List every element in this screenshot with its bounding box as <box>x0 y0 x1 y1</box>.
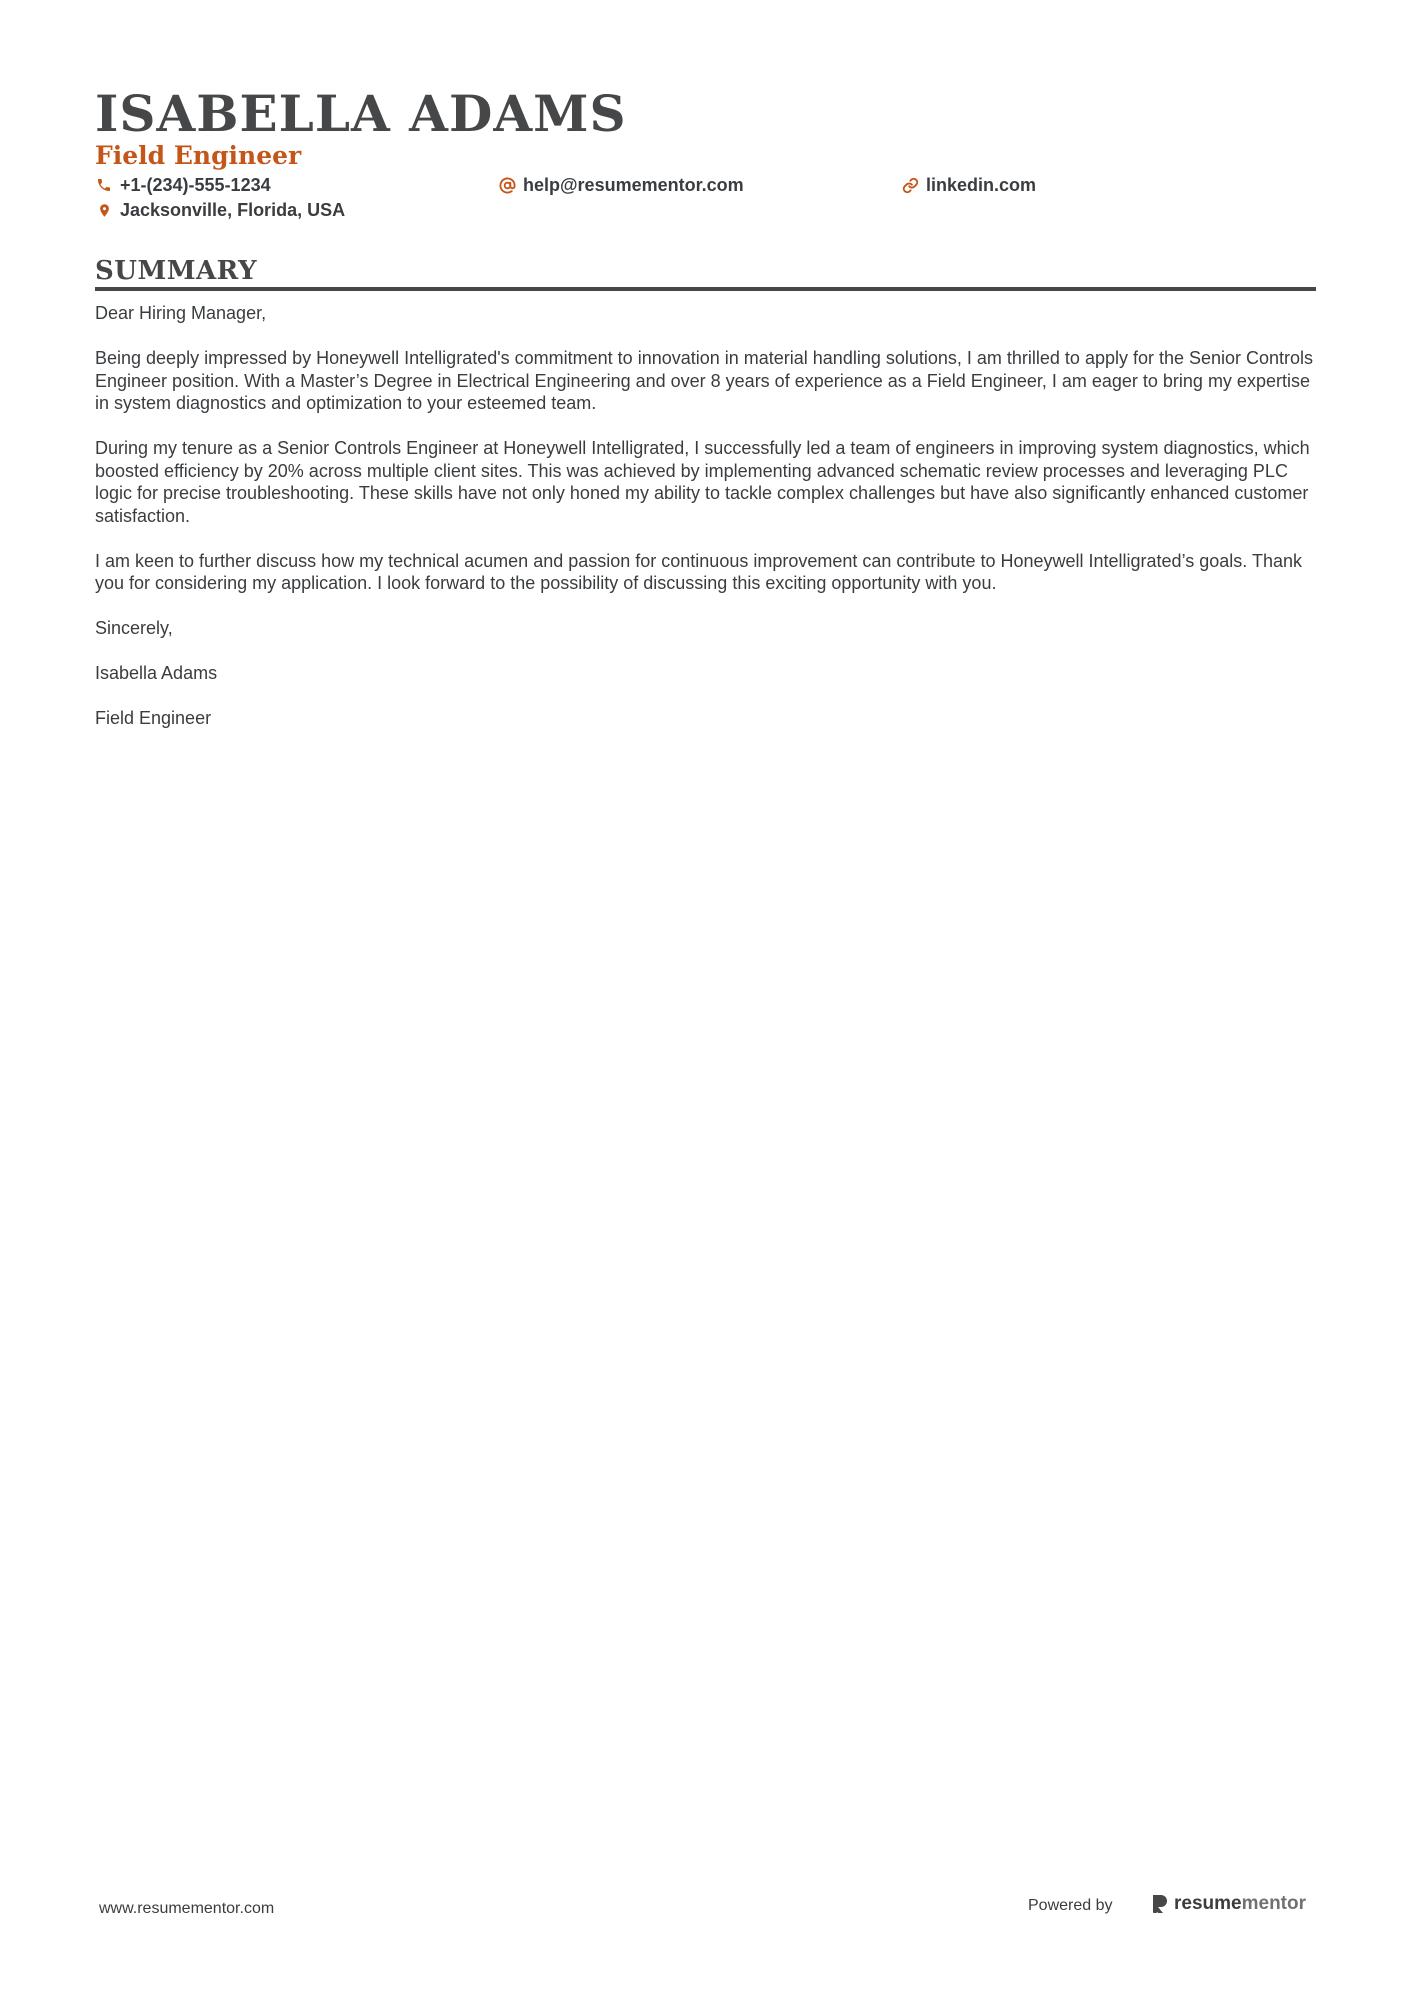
contact-location <box>95 198 345 222</box>
email-text[interactable]: help@resumementor.com <box>523 175 744 195</box>
closing: Sincerely, <box>95 618 173 638</box>
signature-name: Isabella Adams <box>95 663 218 683</box>
at-icon <box>498 176 516 194</box>
body-paragraph: I am keen to further discuss how my technical acumen and passion for continuous improvement can contribute to Honeywell Intelligrated’s goals. Thank you for considering my application. I look forward to the possibility of discussing this exciting opportunity with you. <box>95 550 1302 593</box>
brand-name-part1: resume <box>1174 1893 1242 1914</box>
candidate-name: ISABELLA ADAMS <box>95 84 627 143</box>
summary-heading: SUMMARY <box>95 256 258 286</box>
link-text[interactable]: linkedin.com <box>926 175 1037 195</box>
phone-text: +1-(234)-555-1234 <box>120 175 271 195</box>
powered-by-label: Powered by <box>1028 1897 1113 1914</box>
letter-body <box>95 302 1316 752</box>
contact-phone <box>95 173 271 197</box>
salutation: Dear Hiring Manager, <box>95 303 267 323</box>
link-icon <box>901 176 919 194</box>
map-pin-icon <box>95 201 113 219</box>
phone-icon <box>95 176 113 194</box>
contact-email[interactable] <box>498 173 744 197</box>
footer-url[interactable]: www.resumementor.com <box>99 1900 275 1917</box>
brand-logo[interactable] <box>1150 1893 1306 1915</box>
brand-name-part2: mentor <box>1241 1893 1307 1914</box>
signature-title: Field Engineer <box>95 708 212 728</box>
contact-link[interactable] <box>901 173 1036 197</box>
candidate-role: Field Engineer <box>95 141 302 170</box>
brand-mark-icon <box>1150 1893 1170 1915</box>
cover-letter-page <box>95 0 1316 1995</box>
section-divider <box>95 287 1316 291</box>
body-paragraph: During my tenure as a Senior Controls Engineer at Honeywell Intelligrated, I successfully led a team of engineers in improving system diagnostics, which boosted efficiency by 20% across multiple client sites. This was achieved by implementing advanced schematic review processes and leveraging PLC logic for precise troubleshooting. These skills have not only honed my ability to tackle complex challenges but have also significantly enhanced customer satisfaction. <box>95 438 1310 526</box>
location-text: Jacksonville, Florida, USA <box>120 200 346 220</box>
body-paragraph: Being deeply impressed by Honeywell Intelligrated's commitment to innovation in material handling solutions, I am thrilled to apply for the Senior Controls Engineer position. With a Master’s Degree in Electrical Engineering and over 8 years of experience as a Field Engineer, I am eager to bring my expertise in system diagnostics and optimization to your esteemed team. <box>95 348 1314 413</box>
